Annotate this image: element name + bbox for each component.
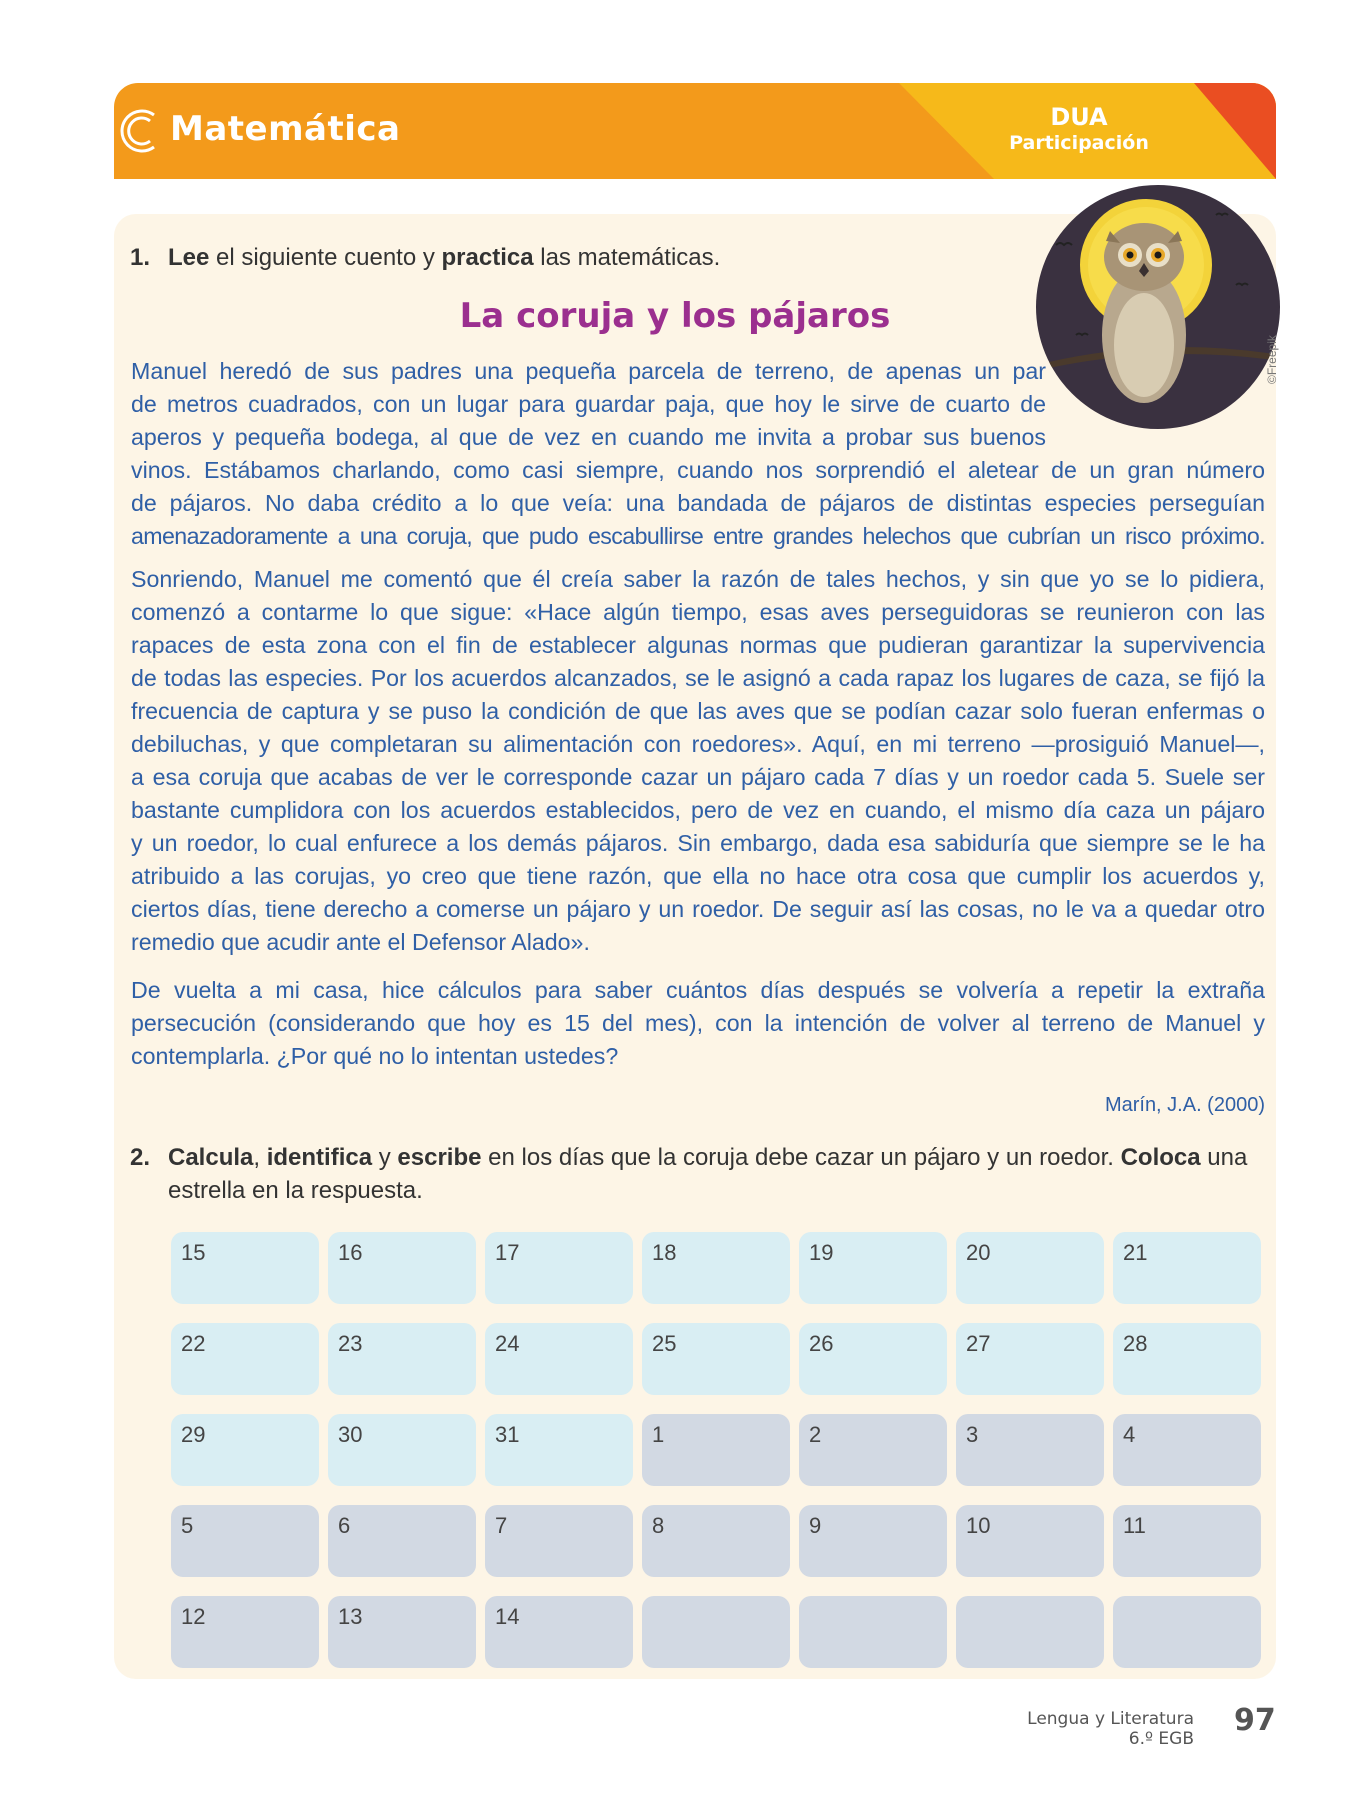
instruction-verb: practica — [441, 244, 534, 271]
calendar-day-cell[interactable]: 30 — [328, 1414, 476, 1486]
story-line: y un roedor, lo cual enfurece a los demás pájaros. Sin embargo, dada esa sabiduría que siempre se le ha — [131, 830, 1265, 856]
story-paragraph-2 — [131, 563, 1265, 959]
book-title: Lengua y Literatura — [1027, 1709, 1194, 1729]
instruction-text: , — [253, 1144, 261, 1171]
calendar-day-cell[interactable]: 26 — [799, 1323, 947, 1395]
calendar-day-cell[interactable]: 14 — [485, 1596, 633, 1668]
story-line: frecuencia de captura y se puso la condición de que las aves que se podían cazar solo fueran enfermas o — [131, 698, 1265, 724]
calendar-day-cell[interactable]: 22 — [171, 1323, 319, 1395]
calendar-day-cell[interactable] — [642, 1596, 790, 1668]
calendar-day-cell[interactable]: 23 — [328, 1323, 476, 1395]
grade-label: 6.º EGB — [1128, 1729, 1194, 1749]
story-line: de pájaros. No daba crédito a lo que veía: una bandada de pájaros de distintas especies perseguían — [131, 490, 1265, 516]
instruction-text: las matemáticas. — [540, 244, 721, 271]
story-paragraph-1-top — [131, 355, 1046, 454]
story-line: persecución (considerando que hoy es 15 del mes), con la intención de volver al terreno de Manuel y — [131, 1010, 1265, 1036]
instruction-verb: identifica — [266, 1144, 373, 1171]
calendar-day-cell[interactable]: 29 — [171, 1414, 319, 1486]
dua-badge — [984, 103, 1174, 155]
calendar-day-cell[interactable]: 18 — [642, 1232, 790, 1304]
instruction-text: y — [378, 1144, 391, 1171]
subject-title: Matemática — [170, 109, 401, 149]
instruction-verb: Calcula — [168, 1144, 254, 1171]
calendar-day-cell[interactable]: 9 — [799, 1505, 947, 1577]
calendar-day-cell[interactable]: 17 — [485, 1232, 633, 1304]
calendar-day-cell[interactable]: 19 — [799, 1232, 947, 1304]
story-line: Sonriendo, Manuel me comentó que él creía saber la razón de tales hechos, y sin que yo se lo pidiera, — [131, 566, 1265, 592]
calendar-day-cell[interactable]: 16 — [328, 1232, 476, 1304]
calendar-day-cell[interactable]: 20 — [956, 1232, 1104, 1304]
question-1 — [130, 244, 720, 272]
story-line: remedio que acudir ante el Defensor Alado». — [131, 929, 590, 955]
instruction-verb: Lee — [168, 244, 210, 271]
story-paragraph-1-bottom — [131, 454, 1265, 553]
story-line: de todas las especies. Por los acuerdos alcanzados, se le asignó a cada rapaz los lugares de caza, se fijó la — [131, 665, 1265, 691]
subject-banner — [114, 83, 1276, 179]
story-line: amenazadoramente a una coruja, que pudo escabullirse entre grandes helechos que cubrían un risco próximo. — [131, 523, 1265, 549]
story-line: a esa coruja que acabas de ver le corresponde cazar un pájaro cada 7 días y un roedor cada 5. Suele ser — [131, 764, 1265, 790]
calendar-day-cell[interactable]: 28 — [1113, 1323, 1261, 1395]
story-paragraph-3 — [131, 974, 1265, 1073]
question-number: 1. — [130, 244, 151, 271]
calendar-day-cell[interactable]: 4 — [1113, 1414, 1261, 1486]
instruction-text: una — [1207, 1144, 1248, 1171]
story-line: debiluchas, y que completaran su alimentación con roedores». Aquí, en mi terreno —prosiguió Manuel—, — [131, 731, 1265, 757]
calendar-day-cell[interactable]: 24 — [485, 1323, 633, 1395]
question-number: 2. — [130, 1144, 151, 1171]
calendar-day-cell[interactable]: 31 — [485, 1414, 633, 1486]
instruction-verb: escribe — [397, 1144, 482, 1171]
calendar-day-cell[interactable]: 6 — [328, 1505, 476, 1577]
calendar-day-cell[interactable] — [799, 1596, 947, 1668]
story-line: De vuelta a mi casa, hice cálculos para saber cuántos días después se volvería a repetir la extraña — [131, 977, 1265, 1003]
calendar-day-cell[interactable] — [1113, 1596, 1261, 1668]
instruction-text: en los días que la coruja debe cazar un pájaro y un roedor. — [488, 1144, 1114, 1171]
calendar-day-cell[interactable]: 10 — [956, 1505, 1104, 1577]
calendar-day-cell[interactable]: 27 — [956, 1323, 1104, 1395]
calendar-day-cell[interactable]: 21 — [1113, 1232, 1261, 1304]
story-line: contemplarla. ¿Por qué no lo intentan ustedes? — [131, 1043, 619, 1069]
calendar-day-cell[interactable]: 2 — [799, 1414, 947, 1486]
calendar-day-cell[interactable]: 1 — [642, 1414, 790, 1486]
calendar-day-cell[interactable]: 3 — [956, 1414, 1104, 1486]
calendar-day-cell[interactable]: 12 — [171, 1596, 319, 1668]
instruction-text: el siguiente cuento y — [216, 244, 435, 271]
story-line: de metros cuadrados, con un lugar para guardar paja, que hoy le sirve de cuarto de — [131, 391, 1046, 417]
page-number: 97 — [1234, 1703, 1276, 1738]
calendar-day-cell[interactable]: 13 — [328, 1596, 476, 1668]
image-credit: ©Freepik — [1265, 335, 1279, 384]
calendar-day-cell[interactable]: 11 — [1113, 1505, 1261, 1577]
calendar-day-cell[interactable]: 7 — [485, 1505, 633, 1577]
calendar-day-cell[interactable]: 15 — [171, 1232, 319, 1304]
story-line: Manuel heredó de sus padres una pequeña parcela de terreno, de apenas un par — [131, 358, 1046, 384]
story-line: comenzó a contarme lo que sigue: «Hace algún tiempo, esas aves perseguidoras se reunieron con las — [131, 599, 1265, 625]
c-logo-icon — [116, 105, 166, 157]
instruction-text: estrella en la respuesta. — [168, 1177, 423, 1204]
footer-book-info — [1027, 1709, 1194, 1749]
story-line: ciertos días, tiene derecho a comerse un pájaro y un roedor. De seguir así las cosas, no le va a quedar otro — [131, 896, 1265, 922]
dua-title: DUA — [1050, 103, 1108, 131]
calendar-day-cell[interactable]: 8 — [642, 1505, 790, 1577]
citation: Marín, J.A. (2000) — [1104, 1094, 1265, 1116]
dua-subtitle: Participación — [1009, 132, 1149, 154]
story-line: rapaces de esta zona con el fin de establecer algunas normas que pudieran garantizar la supervivencia — [131, 632, 1265, 658]
calendar-grid — [171, 1232, 1266, 1672]
calendar-day-cell[interactable]: 5 — [171, 1505, 319, 1577]
instruction-verb: Coloca — [1120, 1144, 1201, 1171]
story-line: aperos y pequeña bodega, al que de vez en cuando me invita a probar sus buenos — [131, 424, 1046, 450]
story-line: atribuido a las corujas, yo creo que tiene razón, que ella no hace otra cosa que cumplir los acuerdos y, — [131, 863, 1265, 889]
calendar-day-cell[interactable]: 25 — [642, 1323, 790, 1395]
question-2 — [130, 1141, 1270, 1207]
story-line: vinos. Estábamos charlando, como casi siempre, cuando nos sorprendió el aletear de un gran número — [131, 457, 1265, 483]
story-line: bastante cumplidora con los acuerdos establecidos, pero de vez en cuando, el mismo día caza un pájaro — [131, 797, 1265, 823]
calendar-day-cell[interactable] — [956, 1596, 1104, 1668]
story-title: La coruja y los pájaros — [459, 296, 891, 336]
